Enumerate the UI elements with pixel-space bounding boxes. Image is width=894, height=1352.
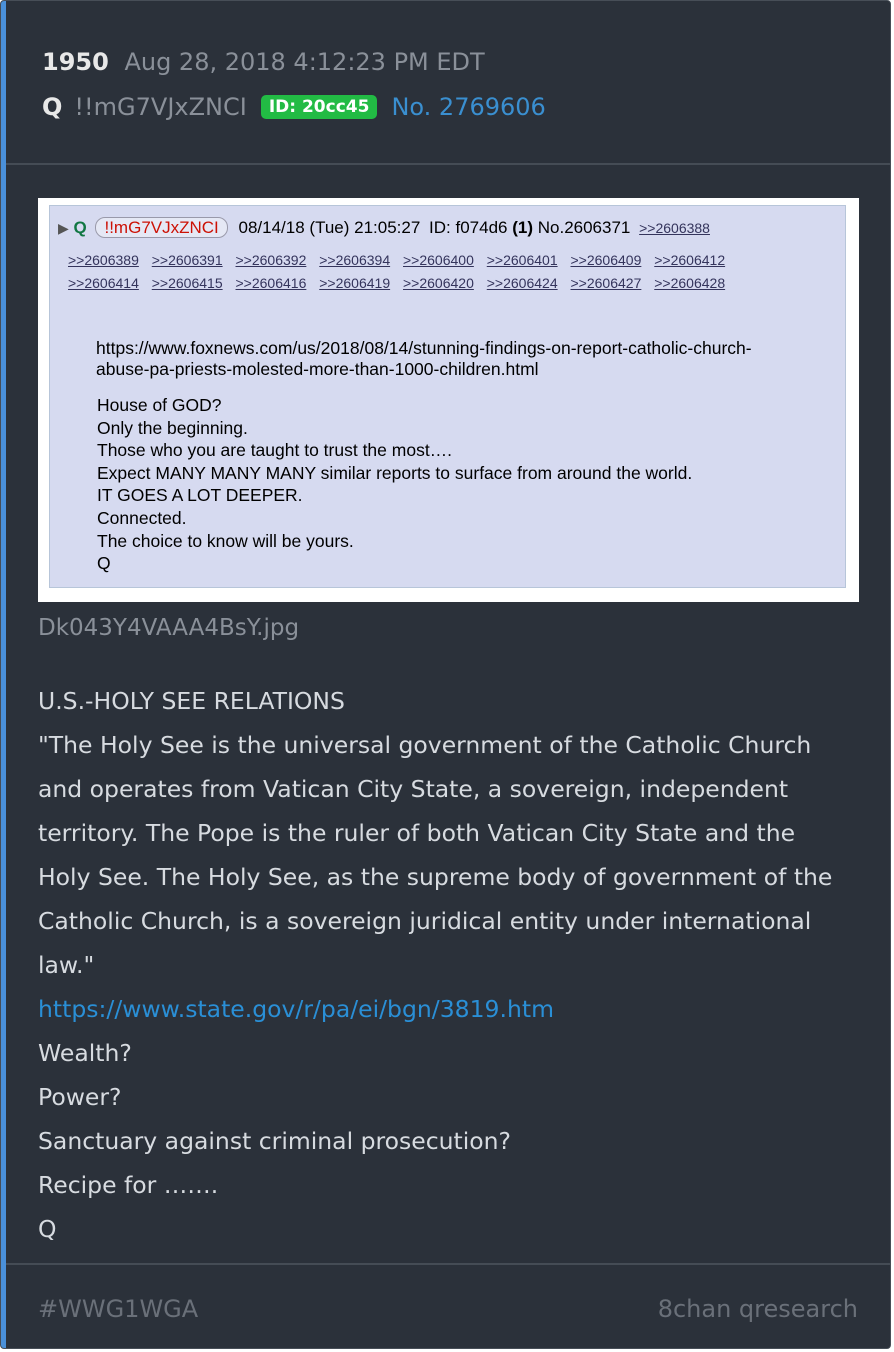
image-body-line: The choice to know will be yours. bbox=[97, 530, 354, 551]
post-number-link[interactable]: No. 2769606 bbox=[391, 93, 546, 121]
image-ref-link: >>2606401 bbox=[486, 252, 558, 268]
post-number: 1950 bbox=[42, 48, 109, 76]
image-body-line: Those who you are taught to trust the most…. bbox=[97, 440, 453, 461]
source-label: 8chan qresearch bbox=[657, 1295, 858, 1323]
image-author: Q bbox=[73, 218, 87, 237]
image-body-line: IT GOES A LOT DEEPER. bbox=[97, 485, 303, 506]
post-accent-bar bbox=[1, 1, 6, 1348]
triangle-icon: ▶ bbox=[58, 220, 69, 236]
body-line: Power? bbox=[38, 1083, 122, 1111]
image-ref-link: >>2606414 bbox=[68, 275, 139, 291]
post-author-line bbox=[42, 93, 546, 121]
hashtag: #WWG1WGA bbox=[38, 1295, 199, 1323]
image-screenshot-post bbox=[49, 205, 846, 588]
image-ref-link: >>2606392 bbox=[235, 252, 307, 268]
state-gov-link[interactable]: https://www.state.gov/r/pa/ei/bgn/3819.htm bbox=[38, 995, 554, 1023]
body-line: Catholic Church, is a sovereign juridical entity under international bbox=[38, 907, 812, 935]
image-ref-link: >>2606424 bbox=[486, 275, 558, 291]
image-post-body bbox=[97, 394, 692, 575]
image-post-header bbox=[58, 218, 710, 238]
body-line: and operates from Vatican City State, a sovereign, independent bbox=[38, 775, 789, 803]
post-meta-line bbox=[42, 48, 485, 76]
post-body bbox=[38, 679, 858, 1251]
body-line: Q bbox=[38, 1215, 57, 1243]
image-ref-link: >>2606428 bbox=[654, 275, 726, 291]
image-refs-row bbox=[68, 275, 734, 291]
image-body-line: Connected. bbox=[97, 507, 187, 528]
post-footer bbox=[6, 1263, 890, 1348]
image-filename: Dk043Y4VAAA4BsY.jpg bbox=[38, 615, 300, 641]
body-line: U.S.-HOLY SEE RELATIONS bbox=[38, 687, 345, 715]
body-line: territory. The Pope is the ruler of both Vatican City State and the bbox=[38, 819, 796, 847]
image-ref-link: >>2606415 bbox=[151, 275, 223, 291]
image-ref-link: >>2606391 bbox=[151, 252, 223, 268]
image-body-line: Q bbox=[97, 553, 111, 574]
image-ref-link: >>2606389 bbox=[68, 252, 139, 268]
image-ref-link: >>2606388 bbox=[639, 220, 710, 236]
body-line: Sanctuary against criminal prosecution? bbox=[38, 1127, 512, 1155]
image-ref-link: >>2606420 bbox=[403, 275, 474, 291]
image-body-line: Expect MANY MANY MANY similar reports to surface from around the world. bbox=[97, 462, 693, 483]
body-line: Recipe for ……. bbox=[38, 1171, 219, 1199]
body-line: Wealth? bbox=[38, 1039, 132, 1067]
body-line: Holy See. The Holy See, as the supreme body of government of the bbox=[38, 863, 833, 891]
image-count: (1) bbox=[512, 218, 533, 237]
body-line: "The Holy See is the universal government of the Catholic Church bbox=[38, 731, 812, 759]
image-no: No.2606371 bbox=[537, 218, 631, 237]
image-ref-link: >>2606412 bbox=[654, 252, 726, 268]
image-body-line: Only the beginning. bbox=[97, 417, 248, 438]
id-badge: ID: 20cc45 bbox=[261, 95, 378, 119]
body-line: law." bbox=[38, 951, 95, 979]
attached-image[interactable] bbox=[38, 198, 859, 602]
image-ref-link: >>2606400 bbox=[403, 252, 474, 268]
image-ref-link: >>2606419 bbox=[319, 275, 391, 291]
image-url-text: https://www.foxnews.com/us/2018/08/14/stunning-findings-on-report-catholic-church-abuse-pa-priests-molested-more-than-1000-children.html bbox=[96, 338, 752, 379]
tripcode: !!mG7VJxZNCI bbox=[74, 93, 247, 121]
image-ref-link: >>2606416 bbox=[235, 275, 307, 291]
image-ref-link: >>2606427 bbox=[570, 275, 642, 291]
author-name: Q bbox=[42, 93, 63, 121]
image-ref-link: >>2606394 bbox=[319, 252, 391, 268]
image-body-line: House of GOD? bbox=[97, 395, 222, 415]
image-id: ID: f074d6 bbox=[429, 218, 508, 237]
post-header bbox=[6, 1, 890, 165]
post-timestamp: Aug 28, 2018 4:12:23 PM EDT bbox=[124, 48, 485, 76]
image-tripcode: !!mG7VJxZNCI bbox=[95, 217, 227, 238]
image-ref-link: >>2606409 bbox=[570, 252, 642, 268]
image-refs-row bbox=[68, 252, 734, 268]
image-datetime: 08/14/18 (Tue) 21:05:27 bbox=[238, 218, 421, 237]
